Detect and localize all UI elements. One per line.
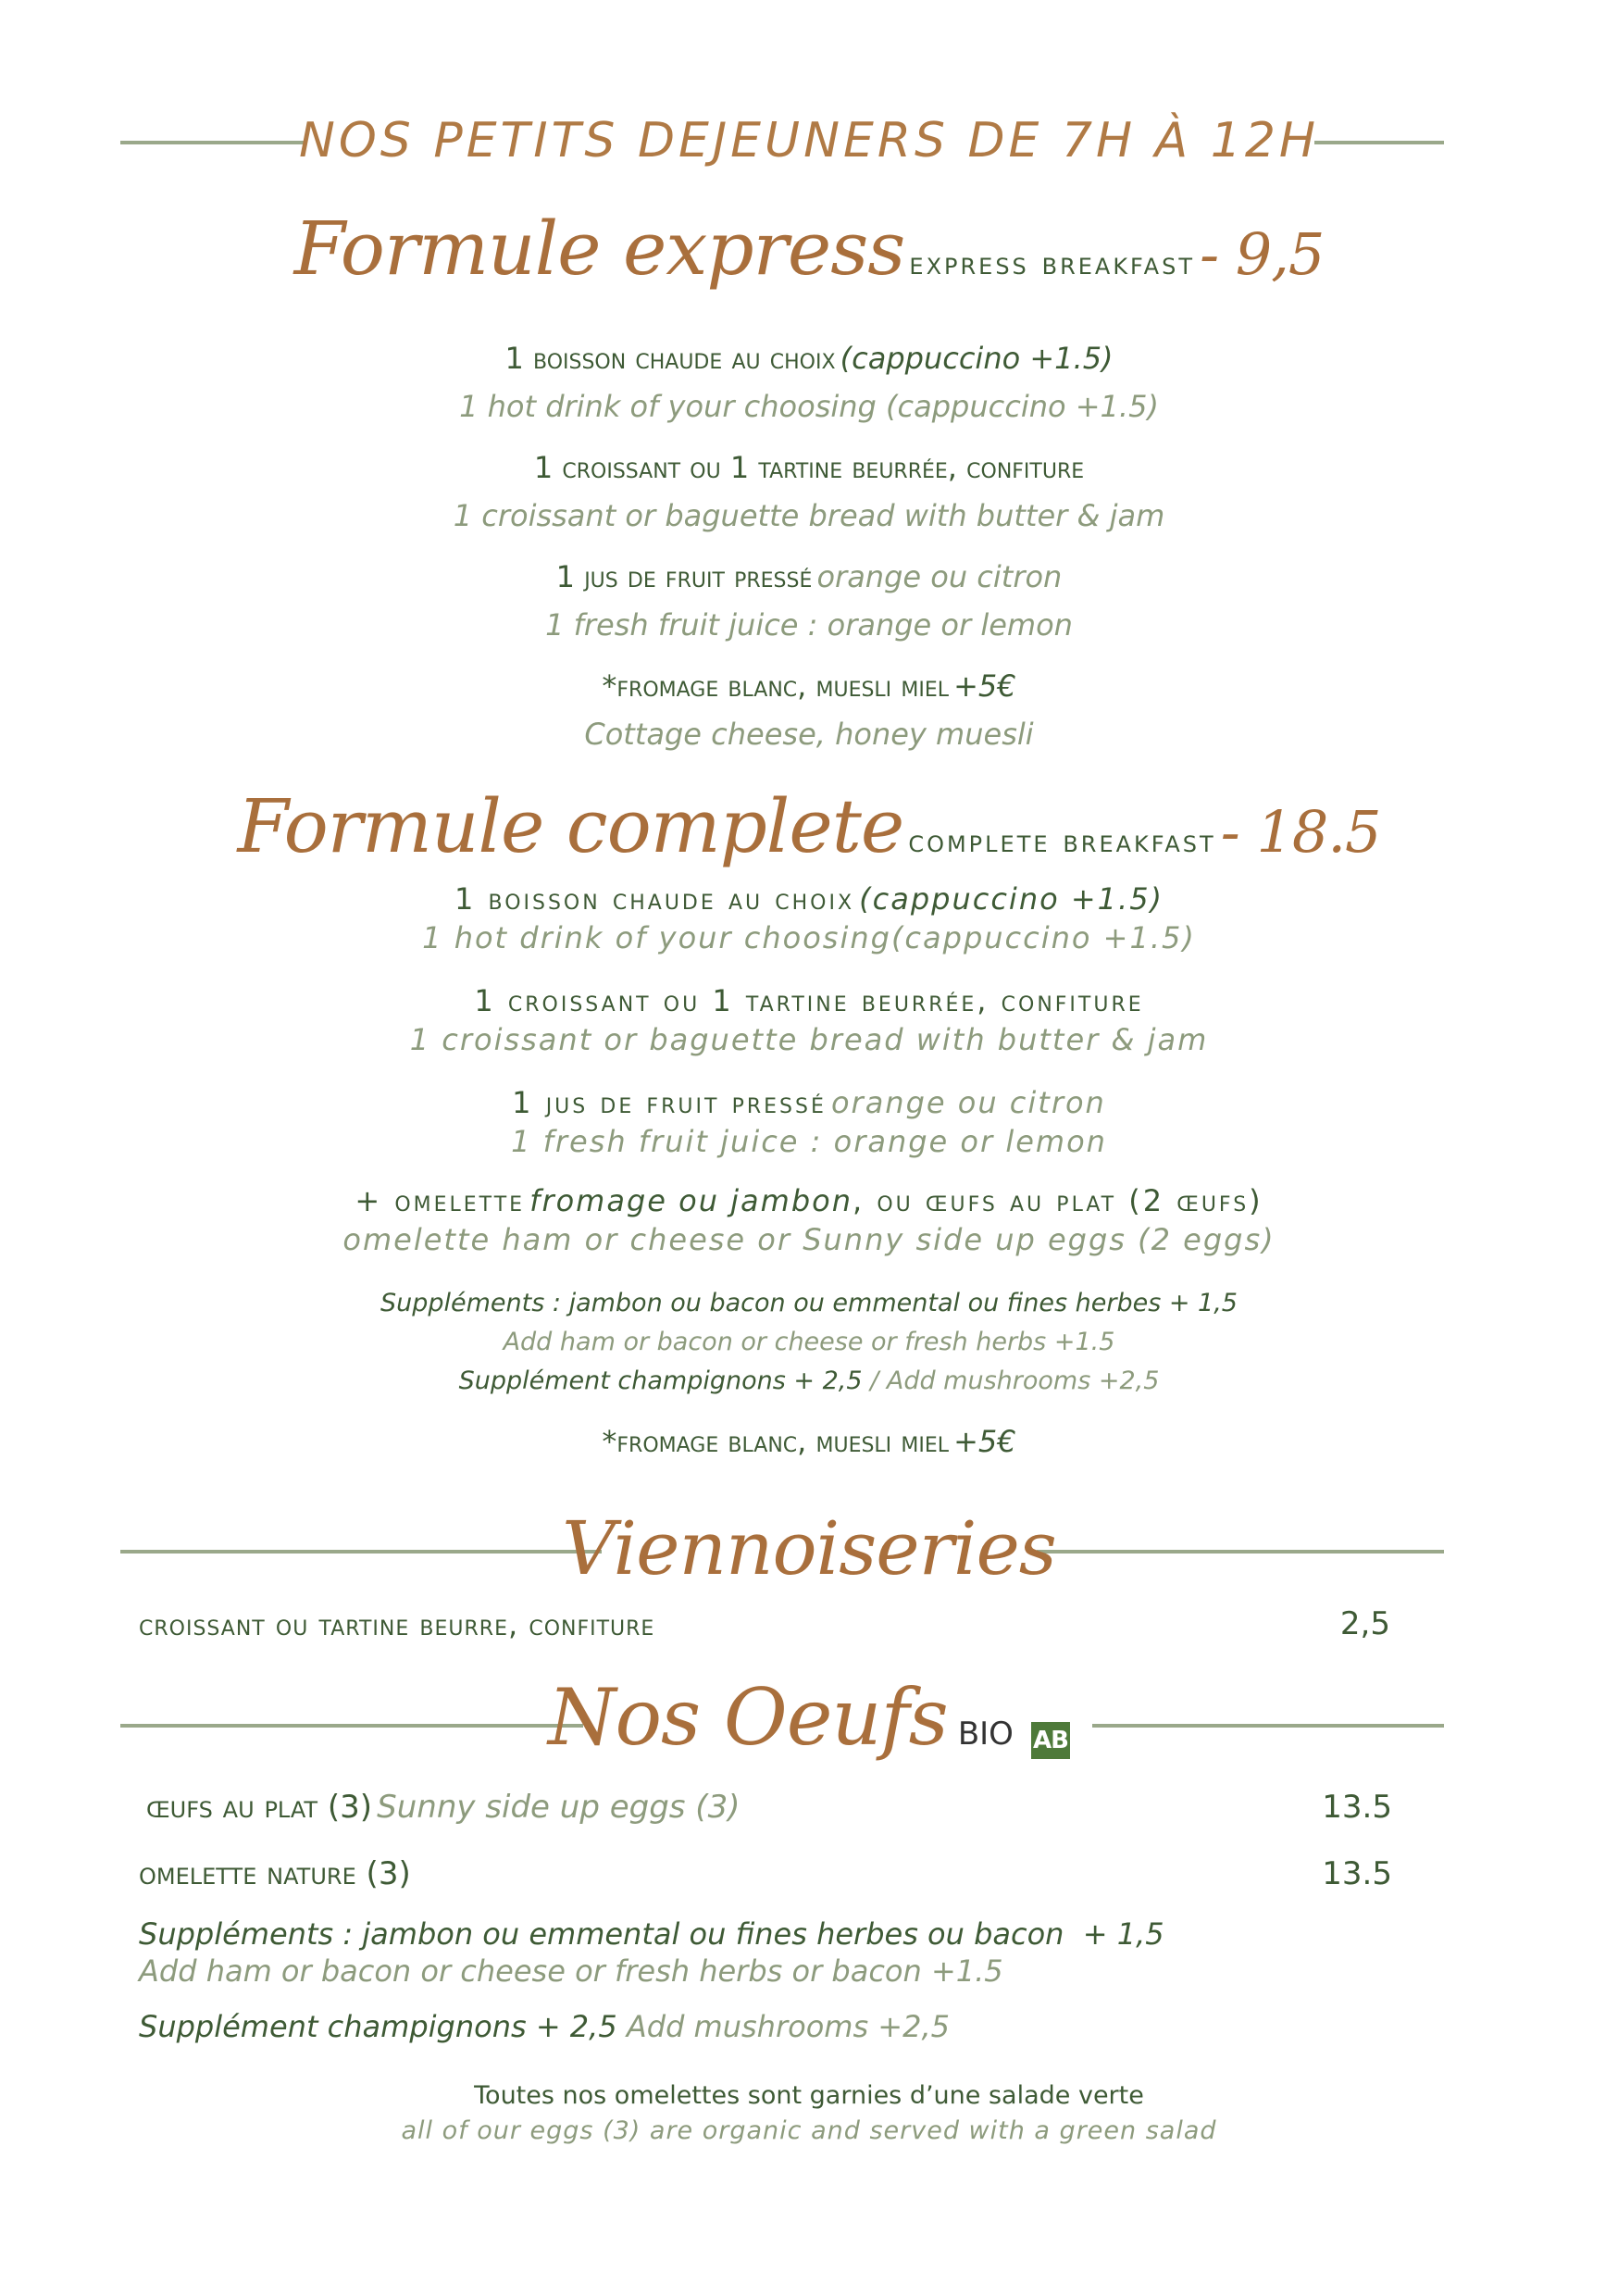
item-en: Sunny side up eggs (3) bbox=[377, 1789, 741, 1826]
mushrooms-en: Add mushrooms +2,5 bbox=[626, 2009, 950, 2044]
oeufs-title: Nos Oeufs bbox=[547, 1672, 948, 1763]
item-fr: 1 croissant ou 1 tartine beurrée, confiture bbox=[474, 983, 1144, 1018]
complete-subtitle: complete breakfast bbox=[908, 823, 1216, 860]
express-item-4-en: Cottage cheese, honey muesli bbox=[584, 717, 1034, 752]
complete-item-3 bbox=[0, 1085, 1618, 1120]
complete-item-2 bbox=[0, 983, 1618, 1018]
oeufs-note-fr: Toutes nos omelettes sont garnies d’une salade verte bbox=[474, 2081, 1144, 2110]
page-title: NOS PETITS DEJEUNERS DE 7H À 12H bbox=[298, 113, 1320, 168]
complete-item-4 bbox=[0, 1183, 1618, 1218]
express-item-2 bbox=[0, 450, 1618, 485]
item-fr: 1 boisson chaude au choix bbox=[454, 881, 855, 917]
item-fr: 1 jus de fruit pressé bbox=[555, 559, 813, 594]
item-fr: + omelette bbox=[355, 1183, 526, 1218]
extra-fr: *fromage blanc, muesli miel bbox=[602, 1424, 949, 1459]
oeufs-item-2-price: 13.5 bbox=[1322, 1855, 1392, 1892]
item-fr: *fromage blanc, muesli miel bbox=[602, 668, 949, 704]
item-fr-extra: (cappuccino +1.5) bbox=[859, 881, 1164, 917]
item-fr: omelette nature (3) bbox=[139, 1855, 411, 1892]
item-fr-tail: , ou œufs au plat (2 œufs) bbox=[853, 1183, 1263, 1218]
item-fr-extra: +5€ bbox=[953, 668, 1016, 704]
ab-logo-icon: AB bbox=[1031, 1722, 1070, 1759]
express-price: - 9,5 bbox=[1200, 220, 1325, 288]
express-item-3-en: 1 fresh fruit juice : orange or lemon bbox=[545, 607, 1073, 643]
item-fr-extra: fromage ou jambon bbox=[529, 1183, 853, 1218]
extra-price: +5€ bbox=[953, 1424, 1016, 1459]
complete-supplements-fr: Suppléments : jambon ou bacon ou emmental ou fines herbes + 1,5 bbox=[380, 1289, 1238, 1317]
item-fr: 1 croissant ou 1 tartine beurrée, confiture bbox=[533, 450, 1085, 485]
express-title: Formule express bbox=[293, 206, 905, 292]
viennoiseries-price: 2,5 bbox=[1339, 1605, 1390, 1642]
complete-item-2-en: 1 croissant or baguette bread with butter & jam bbox=[409, 1022, 1209, 1057]
mushrooms-fr: Supplément champignons + 2,5 bbox=[458, 1366, 863, 1395]
complete-extra bbox=[0, 1424, 1618, 1459]
viennoiseries-item: croissant ou tartine beurre, confiture bbox=[139, 1607, 655, 1642]
oeufs-item-1-price: 13.5 bbox=[1322, 1789, 1392, 1826]
express-item-1 bbox=[0, 341, 1618, 376]
complete-item-3-en: 1 fresh fruit juice : orange or lemon bbox=[511, 1124, 1107, 1159]
oeufs-item-1 bbox=[146, 1789, 740, 1826]
complete-item-4-en: omelette ham or cheese or Sunny side up eggs (2 eggs) bbox=[342, 1222, 1276, 1257]
complete-supplements-en: Add ham or bacon or cheese or fresh herbs +1.5 bbox=[503, 1328, 1115, 1356]
complete-price: - 18.5 bbox=[1220, 798, 1381, 866]
item-fr-extra: (cappuccino +1.5) bbox=[840, 341, 1114, 376]
oeufs-heading bbox=[0, 1672, 1618, 1763]
oeufs-supplements-fr: Suppléments : jambon ou emmental ou fines herbes ou bacon + 1,5 bbox=[139, 1916, 1164, 1952]
item-fr: 1 jus de fruit pressé bbox=[512, 1085, 827, 1120]
mushrooms-fr: Supplément champignons + 2,5 bbox=[139, 2009, 617, 2044]
mushrooms-sep: / bbox=[870, 1366, 879, 1395]
express-item-3 bbox=[0, 559, 1618, 594]
oeufs-note-en: all of our eggs (3) are organic and served with a green salad bbox=[401, 2116, 1217, 2145]
oeufs-supplements-en: Add ham or bacon or cheese or fresh herbs or bacon +1.5 bbox=[139, 1953, 1003, 1989]
item-fr: 1 boisson chaude au choix bbox=[504, 341, 836, 376]
oeufs-bio: BIO bbox=[957, 1716, 1014, 1753]
express-subtitle: express breakfast bbox=[909, 245, 1195, 282]
express-item-1-en: 1 hot drink of your choosing (cappuccino +1.5) bbox=[459, 389, 1159, 424]
express-item-2-en: 1 croissant or baguette bread with butter & jam bbox=[453, 498, 1165, 533]
express-heading bbox=[0, 206, 1618, 292]
oeufs-mushrooms bbox=[139, 2009, 950, 2044]
complete-heading bbox=[0, 783, 1618, 869]
item-fr-extra: orange ou citron bbox=[816, 559, 1063, 594]
express-item-4 bbox=[0, 668, 1618, 704]
complete-title: Formule complete bbox=[237, 783, 904, 869]
viennoiseries-title: Viennoiseries bbox=[562, 1505, 1056, 1591]
complete-item-1-en: 1 hot drink of your choosing(cappuccino +1.5) bbox=[422, 920, 1196, 955]
oeufs-item-2 bbox=[139, 1855, 411, 1892]
complete-mushrooms bbox=[0, 1366, 1618, 1395]
item-fr: œufs au plat (3) bbox=[146, 1789, 373, 1826]
item-fr-extra: orange ou citron bbox=[830, 1085, 1106, 1120]
complete-item-1 bbox=[0, 881, 1618, 917]
mushrooms-en: Add mushrooms +2,5 bbox=[886, 1366, 1160, 1395]
